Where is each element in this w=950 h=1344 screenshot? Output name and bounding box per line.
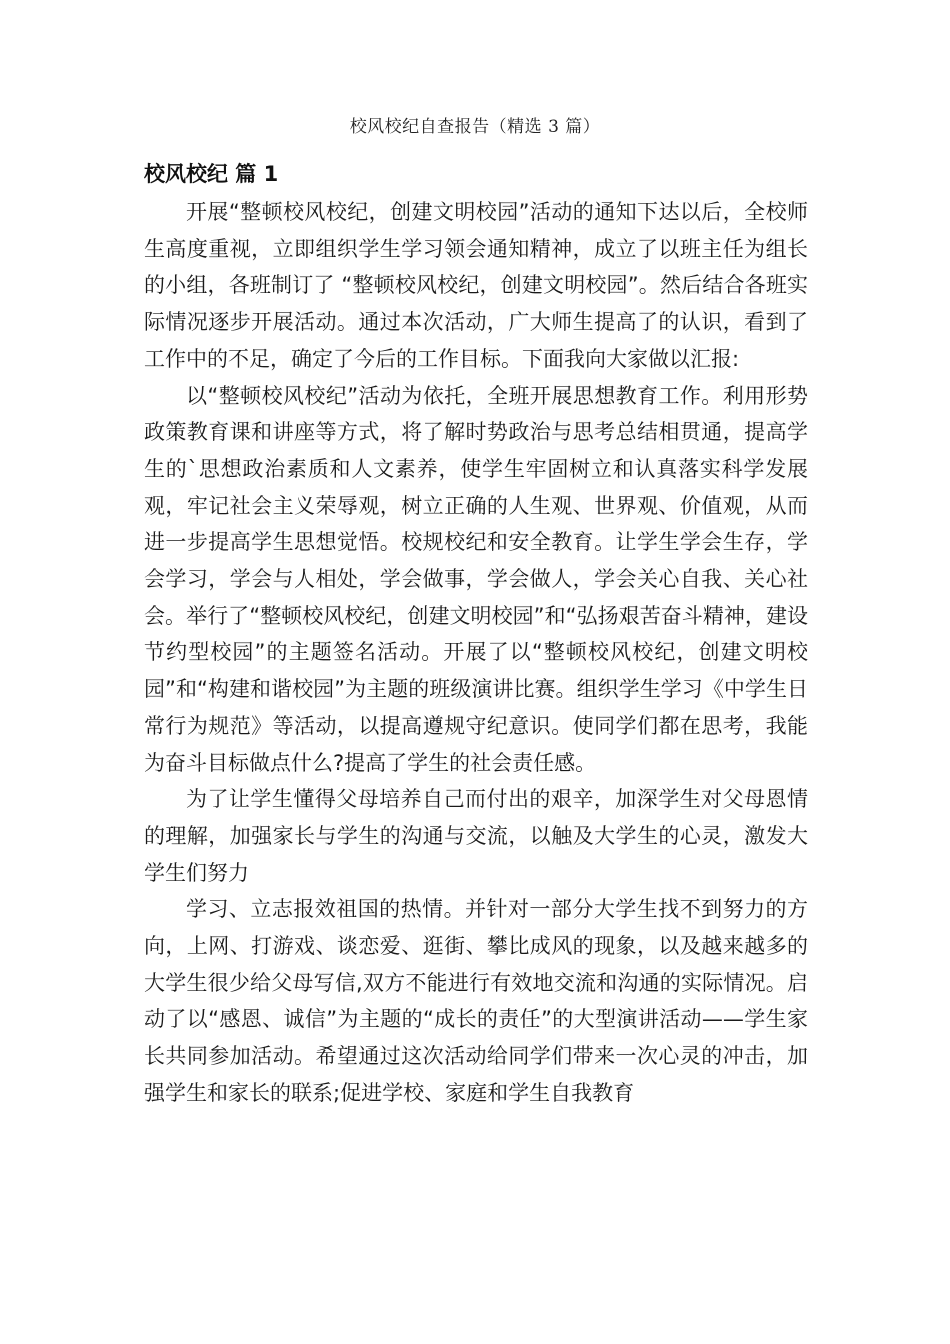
paragraph-3: 为了让学生懂得父母培养自己而付出的艰辛，加深学生对父母恩情的理解，加强家长与学生的沟通与交流，以触及大学生的心灵，激发大学生们努力 (144, 787, 808, 885)
document-title: 校风校纪自查报告（精选 3 篇） (349, 117, 601, 137)
paragraph-4: 学习、立志报效祖国的热情。并针对一部分大学生找不到努力的方向，上网、打游戏、谈恋爱、逛街、攀比成风的现象，以及越来越多的大学生很少给父母写信,双方不能进行有效地交流和沟通的实际情况。启动了以“感恩、诚信”为主题的“成长的责任”的大型演讲活动——学生家长共同参加活动。希望通过这次活动给同学们带来一次心灵的冲击，加强学生和家长的联系;促进学校、家庭和学生自我教育 (144, 897, 808, 1105)
paragraph-2: 以“整顿校风校纪”活动为依托，全班开展思想教育工作。利用形势政策教育课和讲座等方式，将了解时势政治与思考总结相贯通，提高学生的`思想政治素质和人文素养，使学生牢固树立和认真落实科学发展观，牢记社会主义荣辱观，树立正确的人生观、世界观、价值观，从而进一步提高学生思想觉悟。校规校纪和安全教育。让学生学会生存，学会学习，学会与人相处，学会做事，学会做人，学会关心自我、关心社会。举行了“整顿校风校纪，创建文明校园”和“弘扬艰苦奋斗精神，建设节约型校园”的主题签名活动。开展了以“整顿校风校纪，创建文明校园”和“构建和谐校园”为主题的班级演讲比赛。组织学生学习《中学生日常行为规范》等活动，以提高遵规守纪意识。使同学们都在思考，我能为奋斗目标做点什么?提高了学生的社会责任感。 (144, 383, 808, 775)
paragraph-1: 开展“整顿校风校纪，创建文明校园”活动的通知下达以后，全校师生高度重视，立即组织学生学习领会通知精神，成立了以班主任为组长的小组，各班制订了 “整顿校风校纪，创建文明校园”。然后结合各班实际情况逐步开展活动。通过本次活动，广大师生提高了的认识，看到了工作中的不足，确定了今后的工作目标。下面我向大家做以汇报: (144, 200, 808, 371)
section-heading: 校风校纪 篇 1 (144, 162, 279, 186)
document-body (144, 154, 808, 1112)
